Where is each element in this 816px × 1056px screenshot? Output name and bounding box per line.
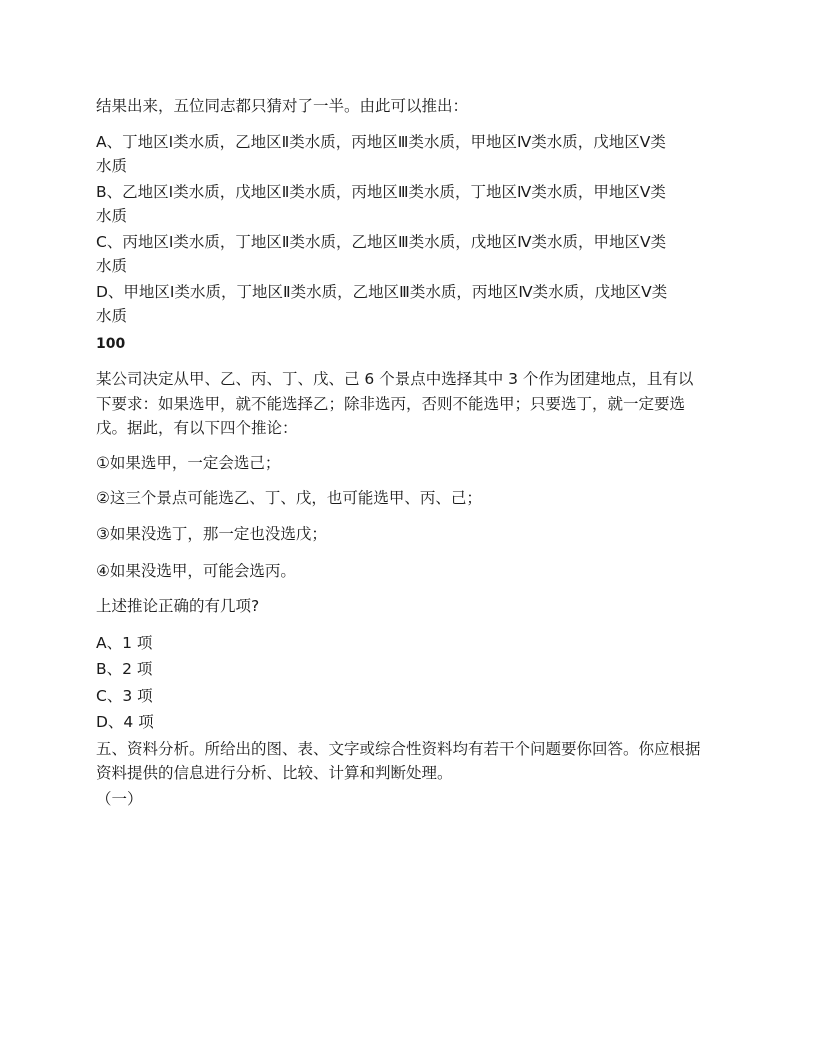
option-b-line2: 水质: [96, 207, 128, 225]
option-b-line1: B、乙地区Ⅰ类水质，戊地区Ⅱ类水质，丙地区Ⅲ类水质，丁地区Ⅳ类水质，甲地区Ⅴ类: [96, 183, 666, 201]
subsection-label: （一）: [96, 790, 143, 808]
option-d-line2: 水质: [96, 307, 128, 325]
answer-option-c: C、3 项: [96, 687, 153, 705]
question-stem-line3: 戊。据此，有以下四个推论：: [96, 419, 298, 437]
option-a-line2: 水质: [96, 157, 128, 175]
question-prompt: 上述推论正确的有几项?: [96, 597, 260, 615]
section-heading-line1: 五、资料分析。所给出的图、表、文字或综合性资料均有若干个问题要你回答。你应根据: [96, 740, 701, 758]
option-c-line1: C、丙地区Ⅰ类水质，丁地区Ⅱ类水质，乙地区Ⅲ类水质，戊地区Ⅳ类水质，甲地区Ⅴ类: [96, 233, 667, 251]
section-heading-line2: 资料提供的信息进行分析、比较、计算和判断处理。: [96, 764, 453, 782]
inference-3: ③如果没选丁，那一定也没选戊；: [96, 525, 327, 543]
option-c-line2: 水质: [96, 257, 128, 275]
question-number: 100: [96, 336, 126, 352]
intro-text: 结果出来，五位同志都只猜对了一半。由此可以推出：: [96, 97, 469, 115]
question-stem-line1: 某公司决定从甲、乙、丙、丁、戊、己 6 个景点中选择其中 3 个作为团建地点，且有以: [96, 370, 694, 388]
answer-option-b: B、2 项: [96, 660, 153, 678]
inference-2: ②这三个景点可能选乙、丁、戊，也可能选甲、丙、己；: [96, 489, 482, 507]
option-a-line1: A、丁地区Ⅰ类水质，乙地区Ⅱ类水质，丙地区Ⅲ类水质，甲地区Ⅳ类水质，戊地区Ⅴ类: [96, 133, 666, 151]
option-d-line1: D、甲地区Ⅰ类水质，丁地区Ⅱ类水质，乙地区Ⅲ类水质，丙地区Ⅳ类水质，戊地区Ⅴ类: [96, 283, 668, 301]
question-stem-line2: 下要求：如果选甲，就不能选择乙；除非选丙，否则不能选甲；只要选丁，就一定要选: [96, 395, 686, 413]
inference-1: ①如果选甲，一定会选己；: [96, 454, 281, 472]
answer-option-a: A、1 项: [96, 634, 153, 652]
inference-4: ④如果没选甲，可能会选丙。: [96, 562, 296, 580]
answer-option-d: D、4 项: [96, 713, 154, 731]
